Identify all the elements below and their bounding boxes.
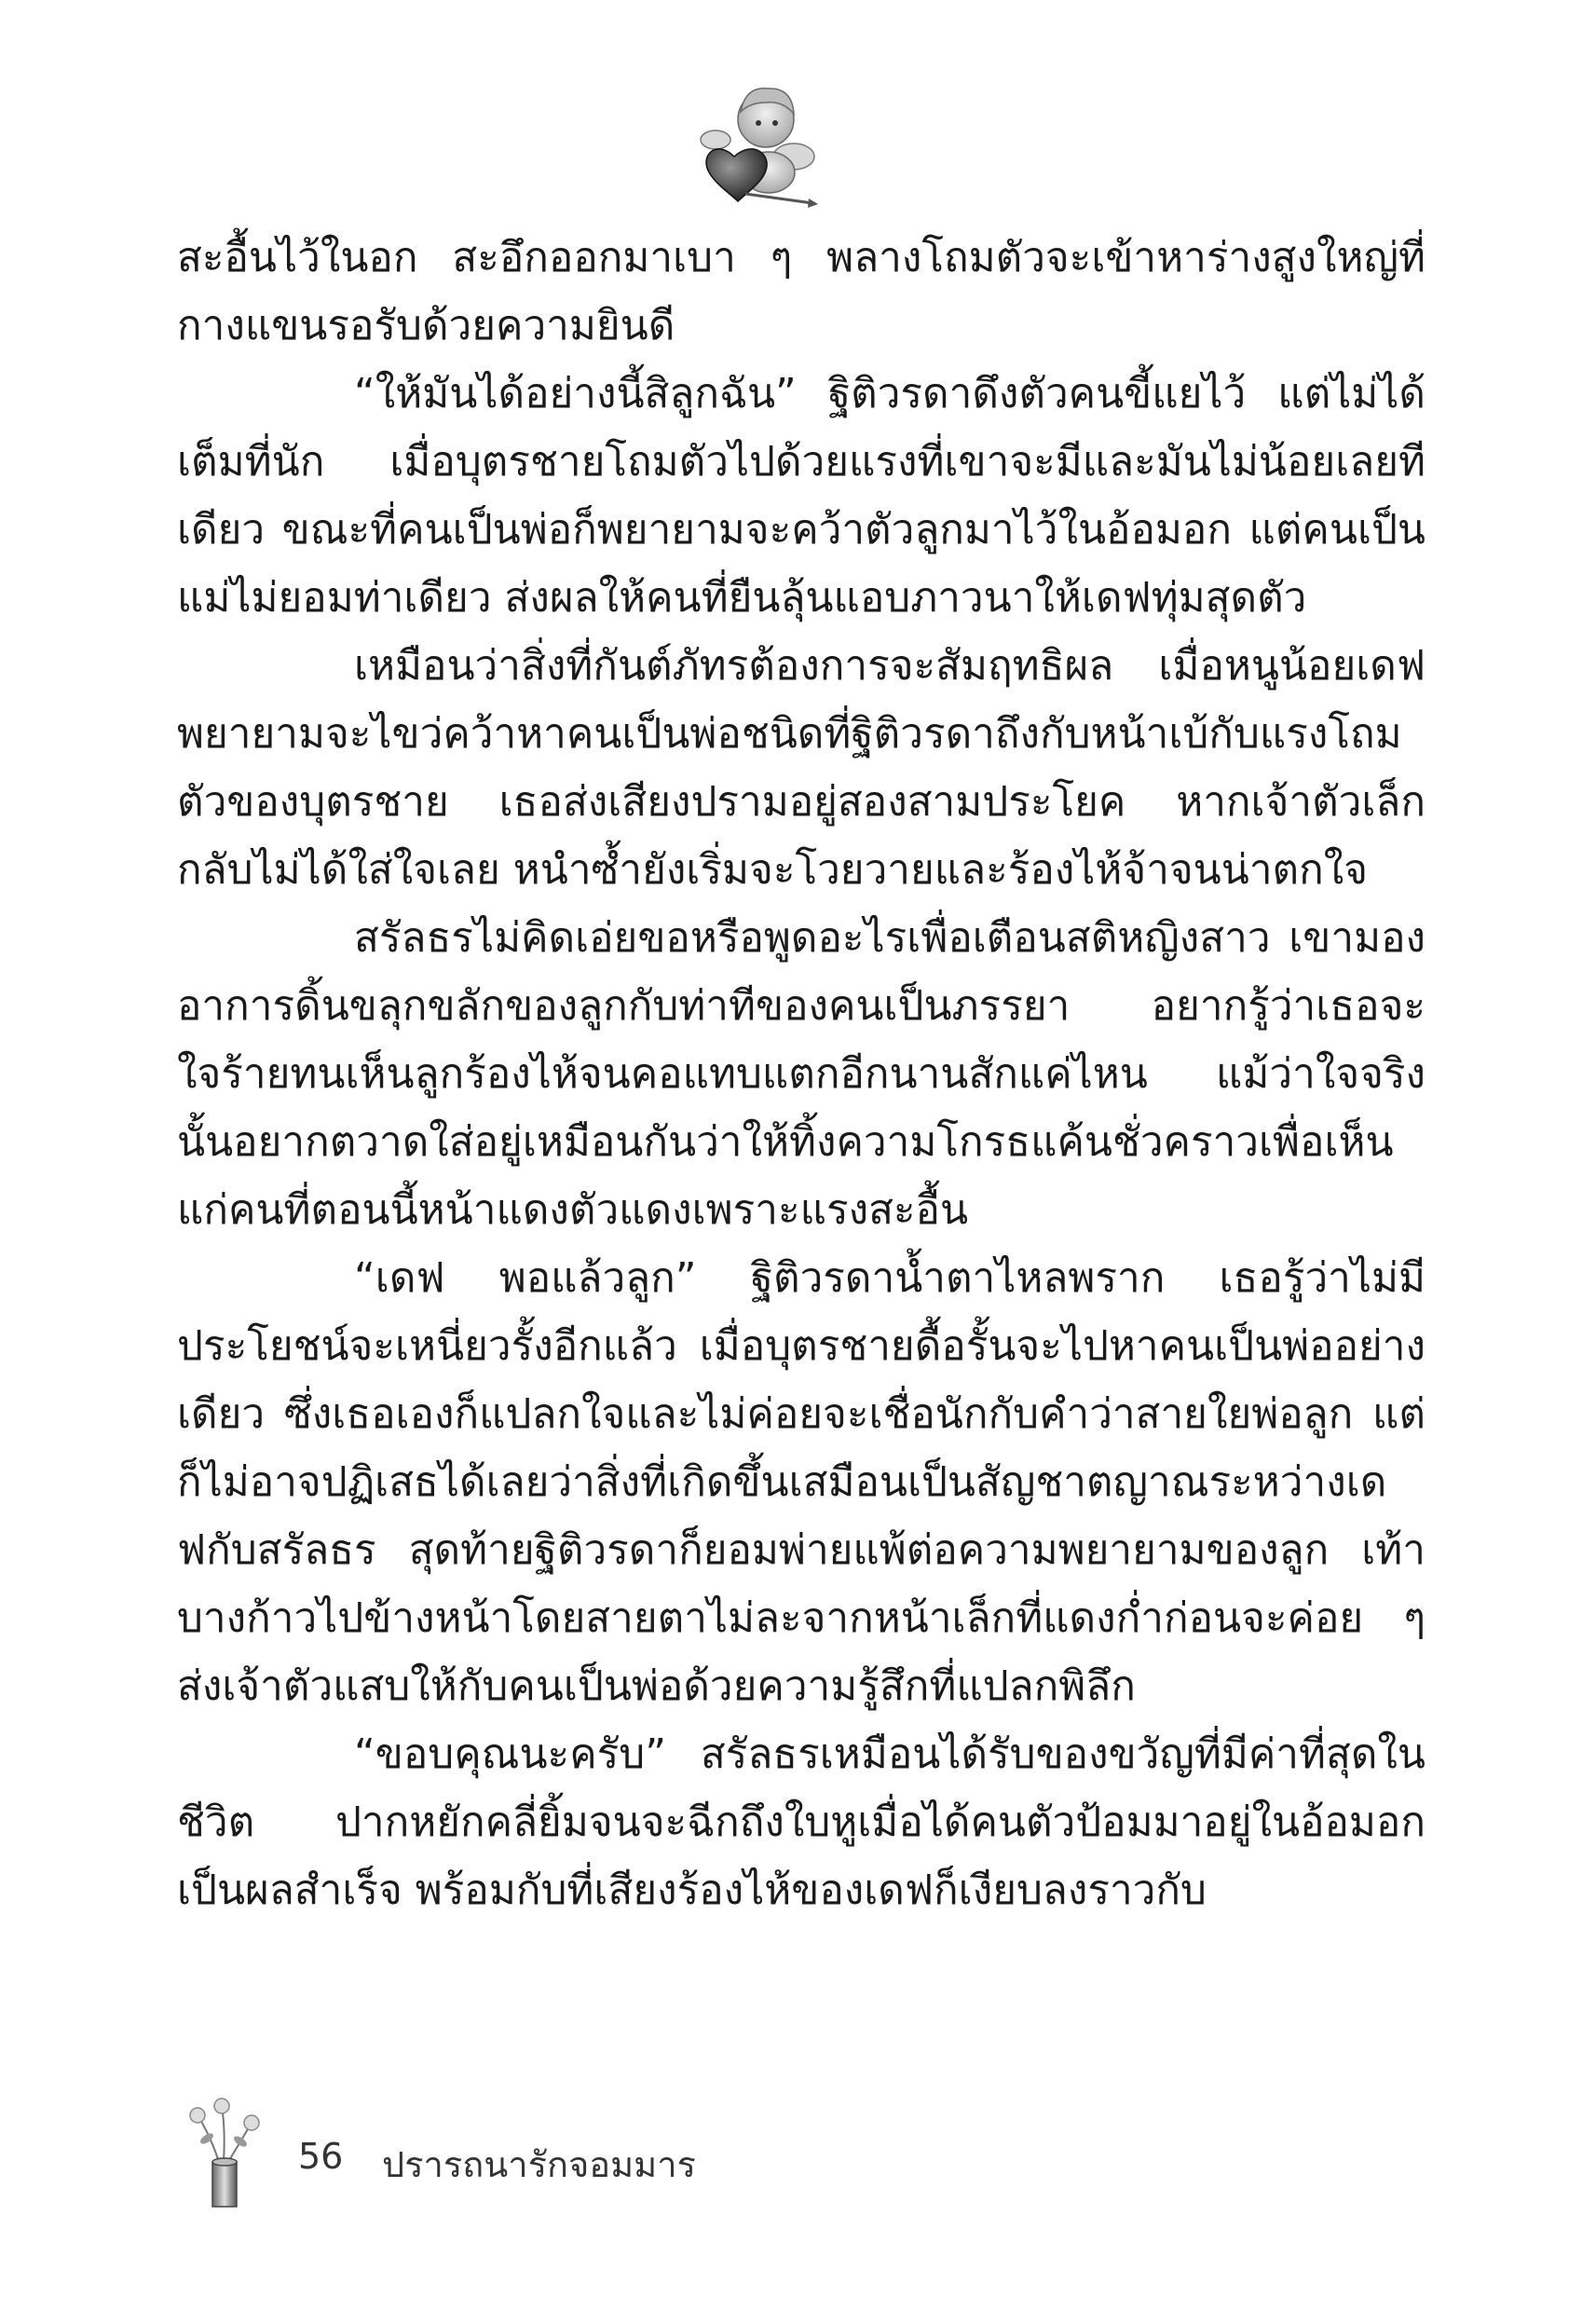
paragraph: “ให้มันได้อย่างนี้สิลูกฉัน” ฐิติวรดาดึงตัวคนขี้แยไว้ แต่ไม่ได้เต็มที่นัก เมื่อบุตรชายโถมตัวไปด้วยแรงที่เขาจะมีและมันไม่น้อยเลยทีเดียว ขณะที่คนเป็นพ่อก็พยายามจะคว้าตัวลูกมาไว้ในอ้อมอก แต่คนเป็นแม่ไม่ยอมท่าเดียว ส่งผลให้คนที่ยืนลุ้นแอบภาวนาให้เดฟทุ่มสุดตัว [177, 370, 1425, 622]
paragraph: สรัลธรไม่คิดเอ่ยขอหรือพูดอะไรเพื่อเตือนสติหญิงสาว เขามองอาการดิ้นขลุกขลักของลูกกับท่าทีของคนเป็นภรรยา อยากรู้ว่าเธอจะใจร้ายทนเห็นลูกร้องไห้จนคอแทบแตกอีกนานสักแค่ไหน แม้ว่าใจจริงนั้นอยากตวาดใส่อยู่เหมือนกันว่าให้ทิ้งความโกรธแค้นชั่วคราวเพื่อเห็นแก่คนที่ตอนนี้หน้าแดงตัวแดงเพราะแรงสะอื้น [177, 914, 1425, 1234]
body-text [177, 224, 1425, 1924]
paragraph: “ขอบคุณนะครับ” สรัลธรเหมือนได้รับของขวัญที่มีค่าที่สุดในชีวิต ปากหยักคลี่ยิ้มจนจะฉีกถึงใบหูเมื่อได้คนตัวป้อมมาอยู่ในอ้อมอกเป็นผลสำเร็จ พร้อมกับที่เสียงร้องไห้ของเดฟก็เงียบลงราวกับ [177, 1730, 1425, 1914]
cherub-heart-icon [689, 75, 820, 214]
page-number: 56 [298, 2136, 344, 2177]
page-footer [177, 2097, 922, 2208]
paragraph: สะอื้นไว้ในอก สะอึกออกมาเบา ๆ พลางโถมตัวจะเข้าหาร่างสูงใหญ่ที่กางแขนรอรับด้วยความยินดี [177, 234, 1425, 349]
paragraph: เหมือนว่าสิ่งที่กันต์ภัทรต้องการจะสัมฤทธิผล เมื่อหนูน้อยเดฟพยายามจะไขว่คว้าหาคนเป็นพ่อชนิดที่ฐิติวรดาถึงกับหน้าเบ้กับแรงโถมตัวของบุตรชาย เธอส่งเสียงปรามอยู่สองสามประโยค หากเจ้าตัวเล็กกลับไม่ได้ใส่ใจเลย หนำซ้ำยังเริ่มจะโวยวายและร้องไห้จ้าจนน่าตกใจ [177, 642, 1425, 894]
flower-vase-icon [177, 2097, 270, 2208]
paragraph: “เดฟ พอแล้วลูก” ฐิติวรดาน้ำตาไหลพราก เธอรู้ว่าไม่มีประโยชน์จะเหนี่ยวรั้งอีกแล้ว เมื่อบุตรชายดื้อรั้นจะไปหาคนเป็นพ่ออย่างเดียว ซึ่งเธอเองก็แปลกใจและไม่ค่อยจะเชื่อนักกับคำว่าสายใยพ่อลูก แต่ก็ไม่อาจปฏิเสธได้เลยว่าสิ่งที่เกิดขึ้นเสมือนเป็นสัญชาตญาณระหว่างเดฟกับสรัลธร สุดท้ายฐิติวรดาก็ยอมพ่ายแพ้ต่อความพยายามของลูก เท้าบางก้าวไปข้างหน้าโดยสายตาไม่ละจากหน้าเล็กที่แดงก่ำก่อนจะค่อย ๆ ส่งเจ้าตัวแสบให้กับคนเป็นพ่อด้วยความรู้สึกที่แปลกพิลึก [177, 1254, 1425, 1710]
book-title: ปรารถนารักจอมมาร [382, 2144, 696, 2185]
